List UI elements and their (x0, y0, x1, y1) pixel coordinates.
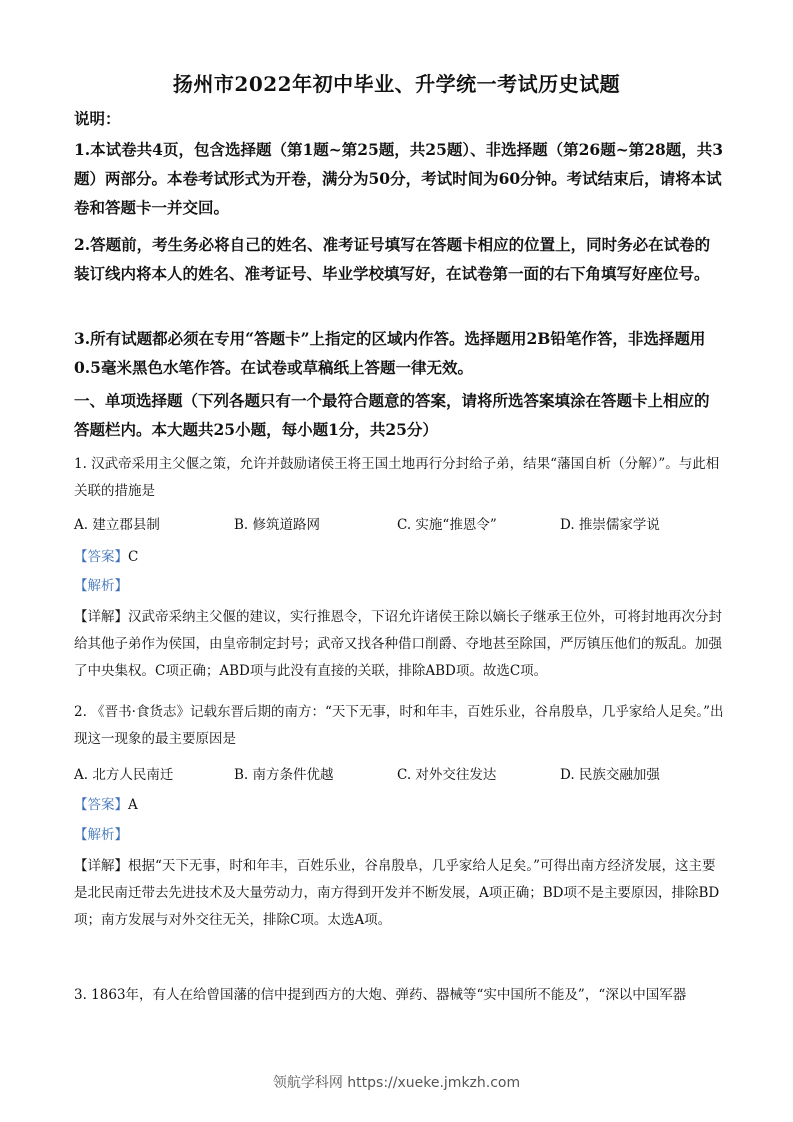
analysis-label: 【解析】 (74, 827, 128, 843)
instruction-item-1: 1.本试卷共4页，包含选择题（第1题~第25题，共25题）、非选择题（第26题~第28题，共3题）两部分。本卷考试形式为开卷，满分为50分，考试时间为60分钟。考试结束后，请将本试卷和答题卡一并交回。 (74, 140, 724, 217)
detail-text: 根据“天下无事，时和年丰，百姓乐业，谷帛殷阜，几乎家给人足矣。”可得出南方经济发展，这主要是北民南迁带去先进技术及大量劳动力，南方得到开发并不断发展，A项正确；BD项不是主要原因，排除BD项；南方发展与对外交往无关，排除C项。太选A项。 (74, 858, 720, 928)
answer-label: 【答案】 (74, 797, 128, 813)
option-a: A. 建立郡县制 (74, 517, 160, 533)
option-c: C. 对外交往发达 (397, 767, 497, 783)
answer-value: A (128, 797, 138, 813)
answer-value: C (128, 549, 139, 565)
option-d: D. 推崇儒家学说 (560, 517, 660, 533)
option-d: D. 民族交融加强 (560, 767, 660, 783)
section-heading: 一、单项选择题（下列各题只有一个最符合题意的答案，请将所选答案填涂在答题卡上相应的答题栏内。本大题共25小题，每小题1分，共25分） (74, 391, 710, 439)
page-title: 扬州市2022年初中毕业、升学统一考试历史试题 (172, 72, 621, 96)
question-options (74, 763, 724, 785)
detail-label: 【详解】 (74, 858, 128, 874)
option-c: C. 实施“推恩令” (397, 517, 497, 533)
answer-line (74, 544, 724, 571)
detail-paragraph (74, 604, 724, 685)
footer-watermark: 领航学科网 https://xueke.jmkzh.com (272, 1075, 521, 1091)
option-a: A. 北方人民南迁 (74, 767, 174, 783)
option-b: B. 南方条件优越 (234, 767, 334, 783)
analysis-line (74, 573, 724, 600)
question-stem: 3. 1863年，有人在给曾国藩的信中提到西方的大炮、弹药、器械等“实中国所不能及”，“深以中国军器 (74, 987, 687, 1003)
detail-text: 汉武帝采纳主父偃的建议，实行推恩令，下诏允许诸侯王除以嫡长子继承王位外，可将封地再次分封给其他子弟作为侯国，由皇帝制定封号；武帝又找各种借口削爵、夺地甚至除国，严厉镇压他们的叛乱。加强了中央集权。C项正确；ABD项与此没有直接的关联，排除ABD项。故选C项。 (74, 609, 722, 679)
instruction-item-3: 3.所有试题都必须在专用“答题卡”上指定的区域内作答。选择题用2B铅笔作答，非选择题用0.5毫米黑色水笔作答。在试卷或草稿纸上答题一律无效。 (74, 329, 706, 377)
question-stem: 1. 汉武帝采用主父偃之策，允许并鼓励诸侯王将王国土地再行分封给子弟，结果“藩国自析（分解）”。与此相关联的措施是 (74, 456, 720, 499)
analysis-label: 【解析】 (74, 578, 128, 594)
detail-label: 【详解】 (74, 609, 128, 625)
question-stem: 2. 《晋书·食货志》记载东晋后期的南方：“天下无事，时和年丰，百姓乐业，谷帛殷阜，几乎家给人足矣。”出现这一现象的最主要原因是 (74, 704, 724, 747)
question-options (74, 513, 724, 535)
instruction-item-2: 2.答题前，考生务必将自己的姓名、准考证号填写在答题卡相应的位置上，同时务必在试卷的装订线内将本人的姓名、准考证号、毕业学校填写好，在试卷第一面的右下角填写好座位号。 (74, 235, 711, 283)
answer-label: 【答案】 (74, 549, 128, 565)
option-b: B. 修筑道路网 (234, 517, 321, 533)
answer-line (74, 792, 724, 819)
detail-paragraph (74, 853, 724, 934)
instructions-heading: 说明： (74, 109, 121, 128)
analysis-line (74, 822, 724, 849)
